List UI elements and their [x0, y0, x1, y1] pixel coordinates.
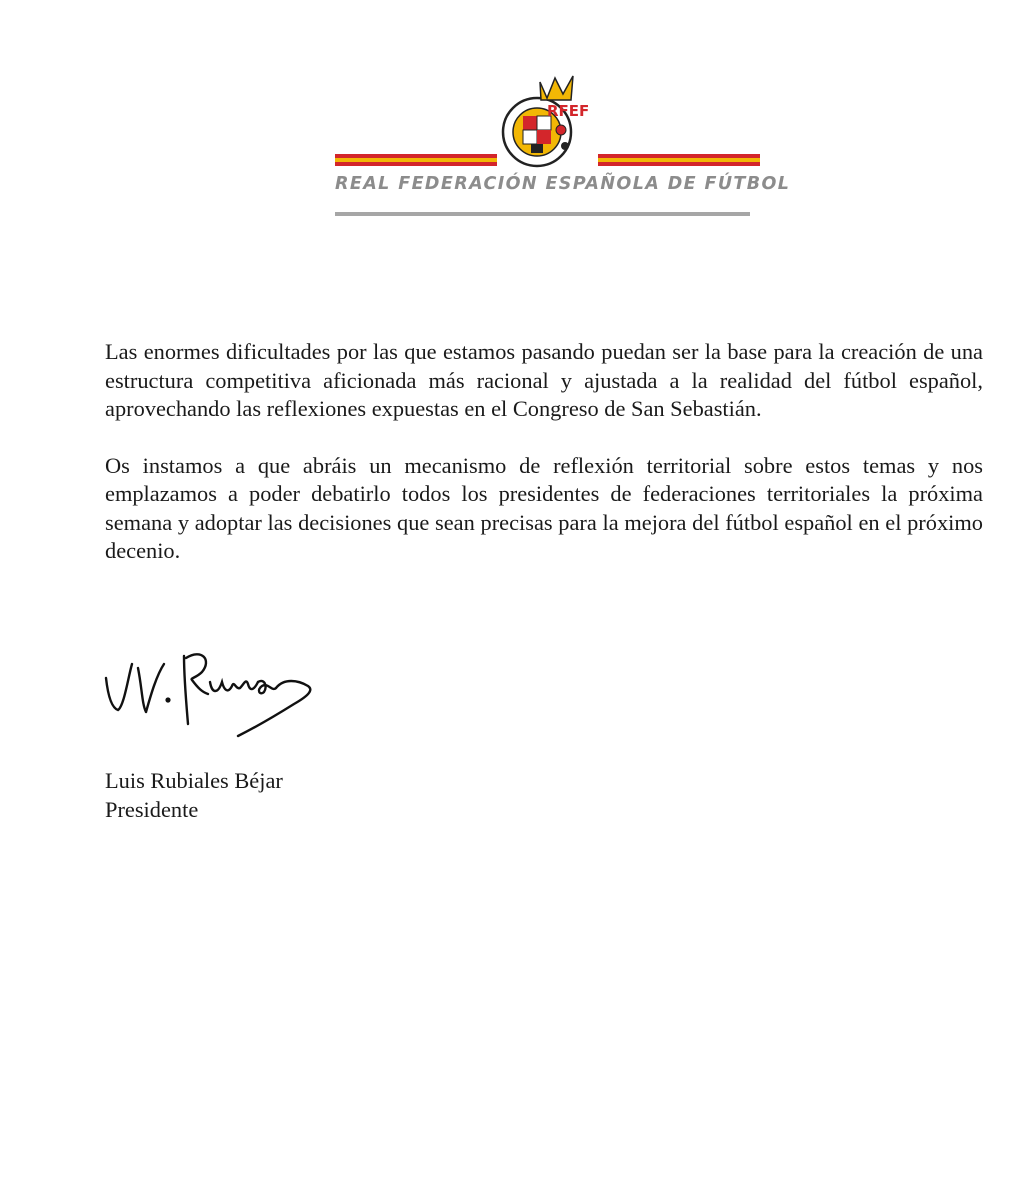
signer-title: Presidente	[105, 797, 199, 822]
crest-initials: RFEF	[547, 102, 590, 120]
flag-stripe-right	[598, 154, 760, 166]
rfef-crest-icon	[495, 70, 595, 175]
signer-name: Luis Rubiales Béjar	[105, 768, 283, 793]
letterhead	[330, 70, 791, 225]
paragraph: Os instamos a que abráis un mecanismo de reflexión territorial sobre estos temas y nos emplazamos a poder debatirlo todos los presidentes de federaciones territoriales la próxima semana y adoptar las decisiones que sean precisas para la mejora del fútbol español en el próximo decenio.	[105, 452, 983, 563]
letter-body	[105, 338, 983, 594]
handwritten-signature	[98, 638, 338, 748]
paragraph: Las enormes dificultades por las que estamos pasando puedan ser la base para la creación de una estructura competitiva aficionada más racional y ajustada a la realidad del fútbol español, aprovechando las reflexiones expuestas en el Congreso de San Sebastián.	[105, 339, 983, 421]
organization-name: REAL FEDERACIÓN ESPAÑOLA DE FÚTBOL	[335, 174, 791, 194]
signer-block	[105, 766, 283, 824]
flag-stripe-left	[335, 154, 497, 166]
letterhead-underline	[335, 212, 750, 216]
